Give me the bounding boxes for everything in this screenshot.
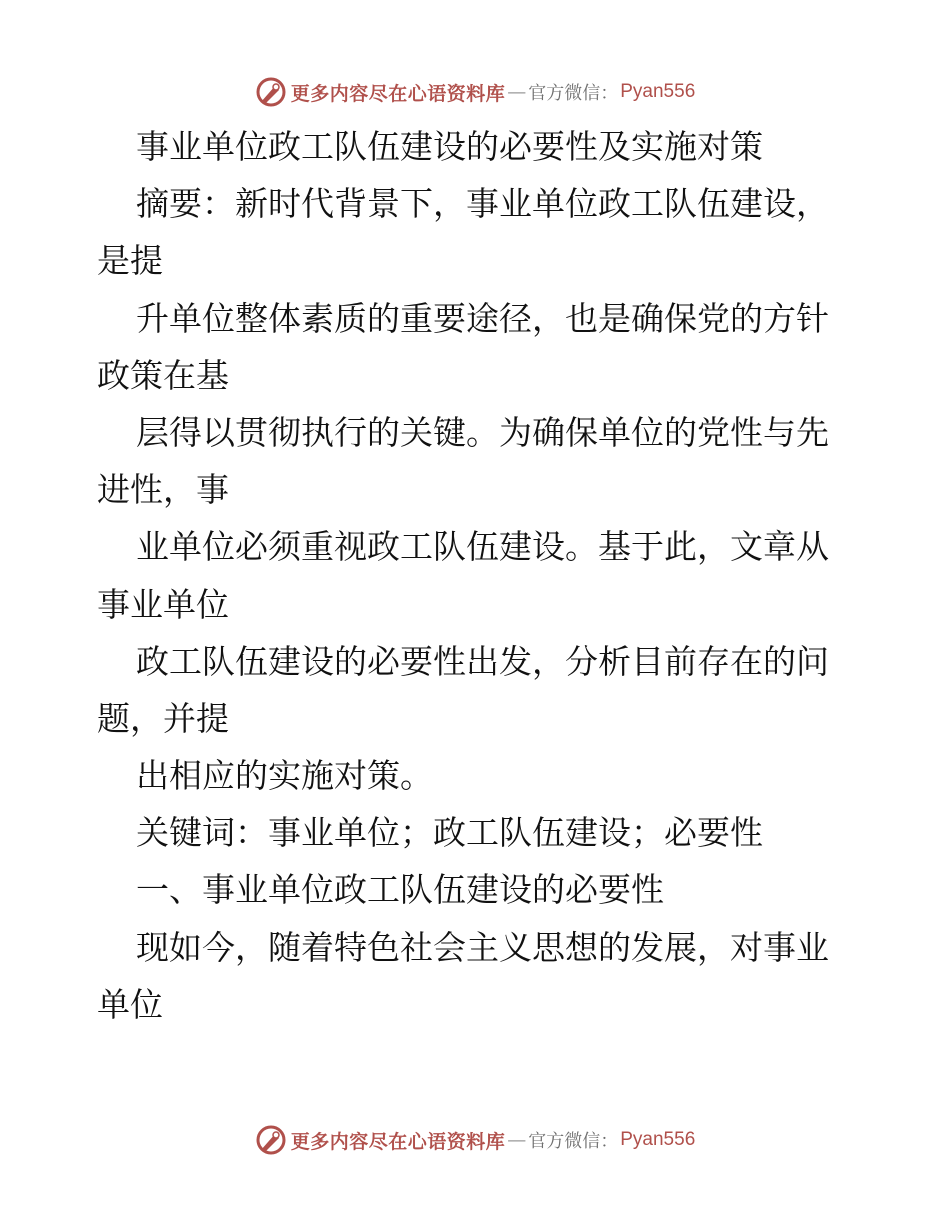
- document-body: [97, 118, 857, 1033]
- section-heading: 一、事业单位政工队伍建设的必要性: [136, 870, 664, 910]
- footer-watermark: [0, 1120, 950, 1160]
- document-title: 事业单位政工队伍建设的必要性及实施对策: [136, 127, 763, 166]
- text-line: 出相应的实施对策。: [136, 756, 433, 796]
- watermark-site-text: 更多内容尽在心语资料库: [290, 1130, 506, 1153]
- text-line: 升单位整体素质的重要途径，也是确保党的方针: [136, 298, 829, 338]
- watermark-wechat-id: Pyan556: [620, 1129, 696, 1150]
- text-line: 政策在基: [97, 355, 229, 395]
- text-line: 摘要：新时代背景下，事业单位政工队伍建设，: [136, 184, 829, 224]
- watermark-wechat-id: Pyan556: [620, 81, 696, 102]
- text-line: 现如今，随着特色社会主义思想的发展，对事业: [136, 927, 829, 967]
- text-line: 单位: [97, 984, 163, 1024]
- text-line: 层得以贯彻执行的关键。为确保单位的党性与先: [136, 412, 829, 452]
- text-line: 政工队伍建设的必要性出发，分析目前存在的问: [136, 641, 829, 681]
- keywords-line: 关键词：事业单位；政工队伍建设；必要性: [136, 813, 763, 853]
- watermark-separator: —: [507, 1129, 527, 1151]
- watermark-site-text: 更多内容尽在心语资料库: [290, 82, 506, 105]
- watermark-separator: —: [507, 81, 527, 103]
- text-line: 进性，事: [97, 470, 229, 510]
- header-watermark: [0, 72, 950, 112]
- text-line: 事业单位: [97, 584, 229, 624]
- text-line: 题，并提: [97, 698, 229, 738]
- watermark-wechat-label: 官方微信：: [528, 1131, 619, 1152]
- text-line: 业单位必须重视政工队伍建设。基于此，文章从: [136, 527, 829, 567]
- pen-seal-icon: [255, 1124, 287, 1156]
- watermark-wechat-label: 官方微信：: [528, 83, 619, 104]
- pen-seal-icon: [255, 76, 287, 108]
- text-line: 是提: [97, 241, 163, 281]
